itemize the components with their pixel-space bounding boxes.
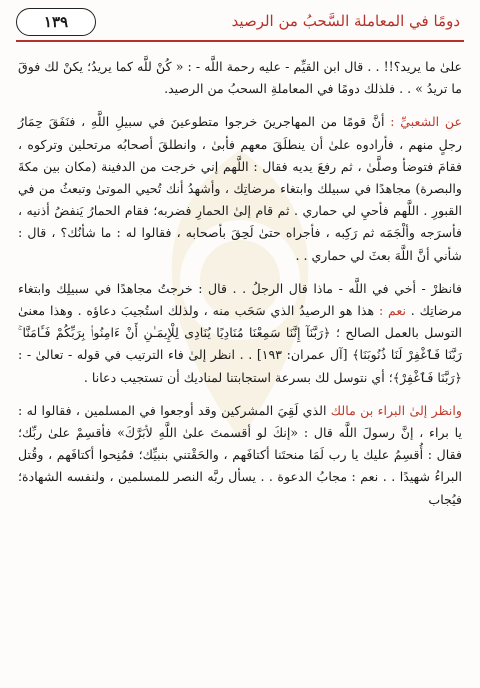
paragraph	[18, 400, 462, 511]
paragraph	[18, 56, 462, 100]
highlighted-phrase: نعم :	[378, 303, 406, 319]
text-run: هذا هو الرصيدُ الذي سَحَب منه ، ولذلك استُجيبَ دعاؤه . وهذا معنىٰ التوسل بالعمل الصالح ؛ ﴿رَبَّنَآ إِنَّنَا سَمِعْنَا مُنَادِيًا يُنَادِى لِلْإِيمَـٰنِ أَنْ ءَامِنُوا۟ بِرَبِّكُمْ فَـَٔامَنَّا ۚ رَبَّنَا فَٱغْفِرْ لَنَا ذُنُوبَنَا﴾ [آل عمران: ١٩٣] . . انظر إلىٰ فاء الترتيب في قوله - تعالىٰ - : ﴿رَبَّنَا فَٱغْفِرْ﴾؛ أي نتوسل لك بسرعة استجابتنا لمناديك أن تستجيب دعانا .	[18, 303, 463, 385]
text-run: أنَّ قومًا من المهاجرينَ خرجوا متطوعينَ في سبيلِ اللَّهِ ، فنَفَقَ حِمَارُ رجلٍ منهم ، فأرادوه علىٰ أن ينطلَقَ معهم فأبىٰ ، وانطلقَ أصحابُه مرتحلين وتركوه ، فقامَ فتوضأ وصلَّىٰ ، ثم رفعَ يديه فقال : اللَّهم إني خرجت من الدفينة (مكان بين مكةَ والبصرة) مجاهدًا في سبيلك وابتغاء مرضاتِك ، وأشهدُ أنك تُحيي الموتىٰ وتبعثُ من في القبورِ . اللَّهم فأحيِ لي حماري . ثم قام إلىٰ الحمارِ فضربه؛ فقام الحمارُ يَنفضُ أذنيه ، فأسرَجه وألْجَمَه ثم رَكِبه ، فأجراه حتىٰ لَحِقَ بأصحابه ، فقالوا له : ما شأنُك؟ ، قال : شأني أنَّ اللَّهَ بعثَ لي حماري . .	[18, 114, 462, 263]
header-divider	[16, 40, 464, 42]
page-header	[16, 8, 464, 38]
highlighted-phrase: وانظر إلىٰ البراء بن مالك	[330, 402, 462, 418]
paragraph	[18, 278, 462, 389]
main-text	[18, 56, 462, 522]
paragraph	[18, 111, 462, 266]
text-run: علىٰ ما يريد؟!! . . قال ابن القيِّم - عليه رحمة اللَّه - : « كُنْ للَّه كما يريدُ؛ يكنْ لك فوقَ ما تريدُ » . . فلذلك دومًا في المعاملةِ السحبُ من الرصيد.	[18, 59, 462, 97]
text-run: الذي لَقِيَ المشركين وقد أوجعوا في المسلمين ، فقالوا له : يا براء ، إنَّ رسولَ اللَّه قال : «إنكَ لو أقسمتَ علىٰ اللَّهِ لأبَرَّكَ» فأقسِمْ علىٰ ربِّك؛ فقال : أُقسِمُ عليك يا رب لَمَا منحتَنا أكتافَهم ، والحَقْتني بنبيِّك؛ فمُنِحوا أكتافَهم ، وقُتل البراءُ شهيدًا . . نعم : مجابُ الدعوة . . يسأل ربَّه النصر للمسلمين ، ولنفسه الشهادة؛ فيُجاب	[18, 402, 462, 507]
highlighted-phrase: عن الشعبيِّ :	[390, 114, 463, 130]
text-run: فانظرْ - أخي في اللَّه - ماذا قال الرجلُ . . قال : خرجتُ مجاهدًا في سبيلِك وابتغاء مرضاتِك .	[18, 280, 462, 319]
page-number-badge: ١٣٩	[16, 8, 96, 36]
running-title: دومًا في المعاملة السَّحبُ من الرصيد	[231, 12, 460, 30]
